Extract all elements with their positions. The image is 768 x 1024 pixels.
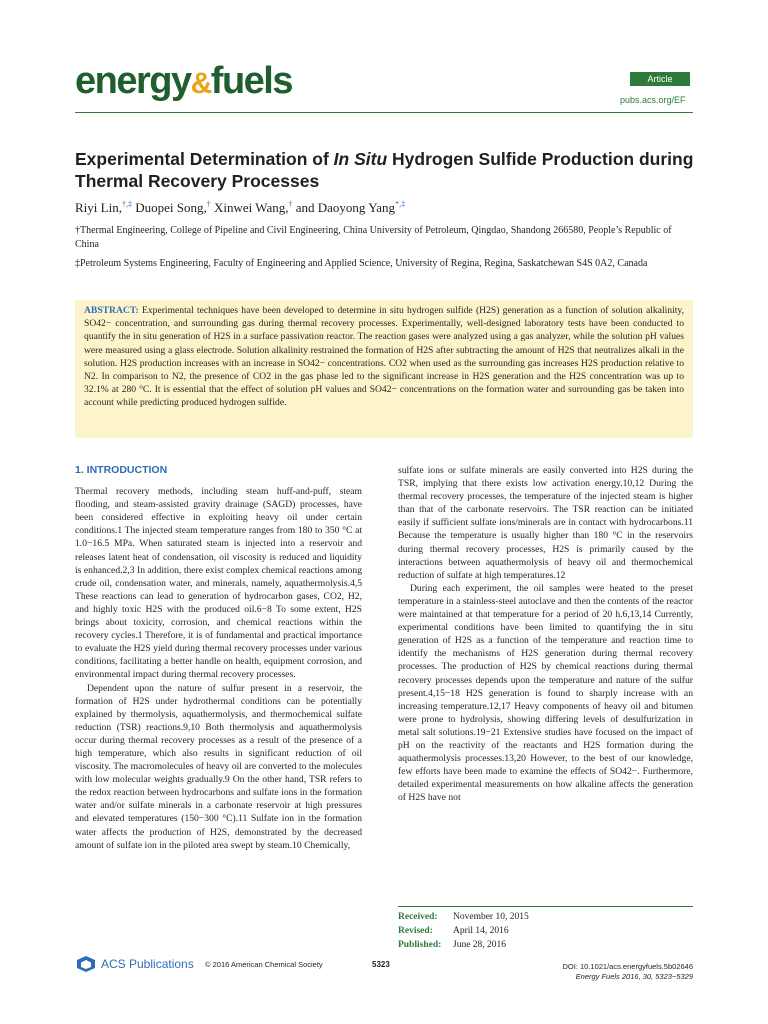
- paper-title: Experimental Determination of In Situ Hydrogen Sulfide Production during Thermal Recovery Processes: [75, 149, 694, 191]
- acs-hexagon-icon: [75, 955, 97, 973]
- abstract-box: [75, 300, 693, 438]
- header-rule: [75, 112, 693, 113]
- author[interactable]: Duopei Song,†: [135, 200, 211, 216]
- paragraph: Dependent upon the nature of sulfur present in a reservoir, the formation of H2S under hydrothermal conditions can be potentially explained by thermolysis, aquathermolysis, and thermochemical sulfate reduction (TSR) reactions.9,10 Both thermolysis and aquathermolysis occur during thermal recovery processes as a result of the presence of a high temperature, which also results in significant reduction of oil viscosity. The macromolecules of heavy oil are converted to the molecules with low molecular weights gradually.9 On the other hand, TSR refers to the redox reaction between hydrocarbons and sulfate ions in the formation water and/or sulfate minerals in a carbonate reservoir at high pressures and elevated temperatures (150−300 °C).11 Sulfate ion in the formation water affects the production of H2S, demonstrated by the decreased amount of sulfate ion in the piloted area swept by steam.10 Chemically,: [75, 682, 362, 851]
- page-number: 5323: [372, 960, 390, 969]
- section-heading: 1. INTRODUCTION: [75, 464, 168, 476]
- date-published: Published: June 28, 2016: [398, 940, 507, 950]
- author[interactable]: Riyi Lin,†,‡: [75, 200, 132, 216]
- date-revised: Revised: April 14, 2016: [398, 926, 509, 936]
- publisher-name: ACS Publications: [101, 957, 194, 971]
- abstract-text: Experimental techniques have been developed to determine in situ hydrogen sulfide (H2S) generation as a function of solution alkalinity, SO42− concentration, and surrounding gas during thermal recovery processes. Experimentally, well-designed laboratory tests have been conducted to quantify the in situ generation of H2S in a surface passivation reactor. The reaction gases were analyzed using a gas analyzer, while the solution pH values were measured using a glass electrode. Solution alkalinity restrained the formation of H2S after subtracting the amount of H2S that neutralizes alkali in the solution. H2S production increases with an increase in SO42− concentrations. CO2 when used as the surrounding gas increases H2S production relative to N2. In comparison to N2, the presence of CO2 in the gas phase led to the significant increase in H2S generation and the H2S concentration was up to 32.1% at 280 °C. It is essential that the effect of solution pH values and SO42− concentrations on the formation water and surrounding gas be taken into account while predicting produced hydrogen sulfide.: [84, 305, 684, 409]
- logo-ampersand: &: [190, 67, 211, 100]
- doi-block: [560, 962, 693, 982]
- left-column: [75, 464, 362, 852]
- affiliation: ‡Petroleum Systems Engineering, Faculty of Engineering and Applied Science, University of Regina, Regina, Saskatchewan S4S 0A2, Canada: [75, 258, 648, 269]
- copyright: © 2016 American Chemical Society: [205, 960, 323, 969]
- paragraph: sulfate ions or sulfate minerals are easily converted into H2S during the TSR, implying that there exists low activation energy.10,12 During the thermal recovery processes, the temperature of the injected steam is higher than that of the carbonate reservoirs. The TSR reaction can be initiated easily if sufficient sulfate ions/minerals are in contact with hydrocarbons.11 Because the temperature is usually higher than 180 °C in the reservoirs during thermal recovery processes, H2S is primarily caused by the interactions between aquathermolysis of heavy oil and thermochemical reduction of sulfate at high temperatures.12: [398, 465, 693, 581]
- right-column: [398, 464, 693, 804]
- logo-energy: energy: [75, 60, 191, 102]
- abstract-label: ABSTRACT:: [84, 305, 139, 316]
- affiliation: †Thermal Engineering, College of Pipeline and Civil Engineering, China University of Petroleum, Qingdao, Shandong 266580, People’s Republic of China: [75, 225, 672, 250]
- paragraph: Thermal recovery methods, including steam huff-and-puff, steam flooding, and steam-assisted gravity drainage (SAGD) processes, have been considered effective in exploiting heavy oil under certain conditions.1 The injected steam temperature ranges from 180 to 350 °C at 1.0−16.5 MPa. When saturated steam is injected into a reservoir and releases latent heat of condensation, oil viscosity is reduced and liquidity is enhanced.2,3 In addition, there exist complex chemical reactions among crude oil, condensation water, and minerals, namely, aquathermolysis.4,5 These reactions can lead to generation of hydrocarbon gases, CO2, H2, and highly toxic H2S with the produced oil.6−8 To some extent, H2S brings about toxicity, corrosion, and chemical reactions within the recovery cycles.1 Therefore, it is of fundamental and practical importance to evaluate the H2S yield during thermal recovery processes under various conditions, facilitating a better handle on health, equipment corrosion, and environmental impact during thermal recovery processes.: [75, 486, 362, 681]
- author-list: [75, 200, 405, 216]
- logo-fuels: fuels: [210, 60, 292, 102]
- citation: Energy Fuels 2016, 30, 5323−5329: [575, 972, 693, 981]
- journal-url[interactable]: pubs.acs.org/EF: [620, 95, 686, 105]
- affiliations: [75, 224, 695, 277]
- doi-link[interactable]: DOI: 10.1021/acs.energyfuels.5b02646: [562, 962, 693, 971]
- author[interactable]: and Daoyong Yang*,‡: [295, 200, 406, 216]
- acs-publications-logo[interactable]: [75, 955, 194, 973]
- journal-logo: [75, 62, 292, 100]
- paragraph: During each experiment, the oil samples were heated to the preset temperature in a stainless-steel autoclave and then the contents of the reactor were maintained at that temperature for a period of 20 h.6,13,14 Currently, experimental conditions have been limited to quantifying the in situ generation of H2S as a function of the temperature and reaction time to identify the mechanisms of H2S generation during thermal recovery processes. The production of H2S by chemical reactions during thermal recovery processes depends upon the temperature and nature of the sulfur present.4,15−18 H2S generation is found to sharply increase with an increasing temperature.12,17 Heavy components of heavy oil and bitumen were prone to hydrolysis, showing differing levels of desulfurization in metal salt solutions.19−21 Extensive studies have focused on the impact of pH on the reactivity of the reactants and H2S formation during the aquathermolysis processes.13,20 However, to the best of our knowledge, few efforts have been made to examine the effects of SO42−. Furthermore, detailed experimental measurements on how alkaline affects the generation of H2S have not: [398, 582, 693, 804]
- date-received: Received: November 10, 2015: [398, 912, 529, 922]
- author[interactable]: Xinwei Wang,†: [213, 200, 293, 216]
- publication-dates: [398, 906, 693, 952]
- article-type-badge: Article: [630, 72, 690, 86]
